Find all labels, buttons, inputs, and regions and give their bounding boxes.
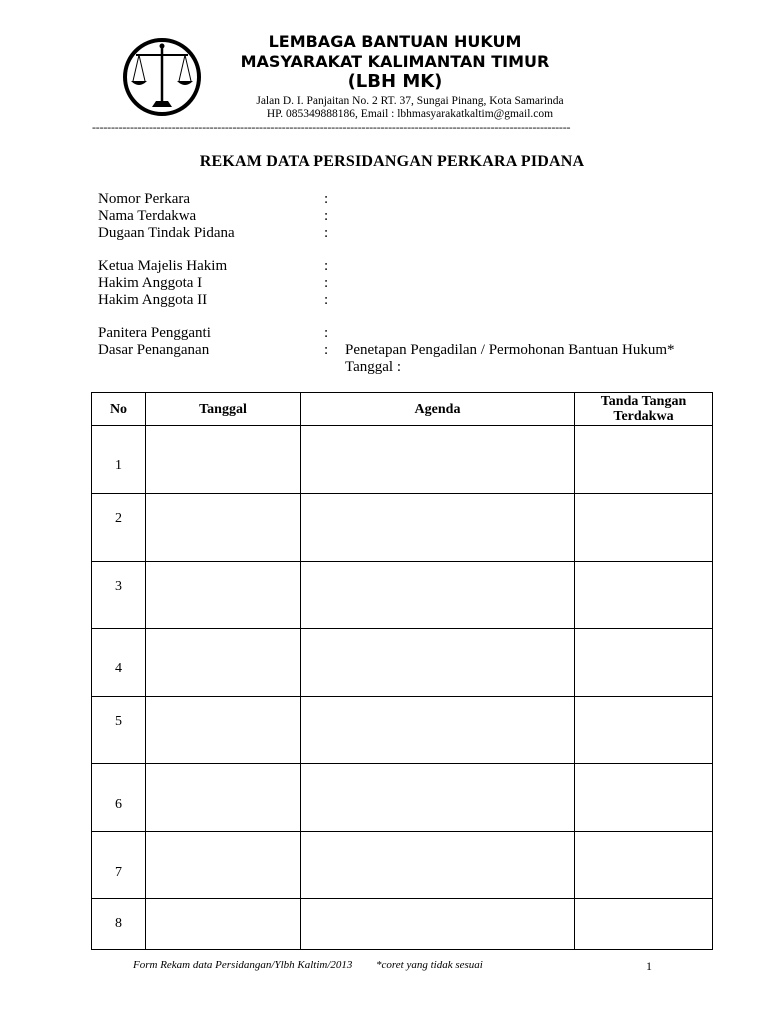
row-number: 4 [92, 629, 146, 697]
field-label: Dasar Penanganan [98, 342, 210, 358]
cell-tanggal[interactable] [146, 562, 301, 629]
cell-signature[interactable] [575, 764, 713, 832]
row-number: 8 [92, 899, 146, 950]
footer-form-reference: Form Rekam data Persidangan/Ylbh Kaltim/2013 [133, 959, 353, 971]
org-name-line2: MASYARAKAT KALIMANTAN TIMUR [240, 52, 550, 71]
field-colon: : [324, 225, 329, 241]
cell-agenda[interactable] [301, 832, 575, 899]
header-separator: ------------------------------------------------------------------------------------------------------------------------------ [92, 120, 571, 134]
org-address: Jalan D. I. Panjaitan No. 2 RT. 37, Sungai Pinang, Kota Samarinda [256, 95, 564, 107]
table-row [92, 629, 713, 697]
footer-note: *coret yang tidak sesuai [376, 959, 483, 971]
cell-signature[interactable] [575, 697, 713, 764]
field-colon: : [324, 258, 329, 274]
cell-tanggal[interactable] [146, 697, 301, 764]
hearing-record-table [91, 392, 713, 950]
table-row [92, 697, 713, 764]
cell-tanggal[interactable] [146, 832, 301, 899]
header-no: No [92, 393, 146, 426]
field-label: Hakim Anggota I [98, 275, 203, 291]
cell-agenda[interactable] [301, 494, 575, 562]
cell-tanggal[interactable] [146, 494, 301, 562]
page-number: 1 [646, 959, 652, 973]
field-colon: : [324, 191, 329, 207]
table-row [92, 899, 713, 950]
field-colon: : [324, 275, 329, 291]
header-agenda: Agenda [301, 393, 575, 426]
field-label: Nama Terdakwa [98, 208, 197, 224]
document-title: REKAM DATA PERSIDANGAN PERKARA PIDANA [199, 153, 585, 170]
row-number: 6 [92, 764, 146, 832]
field-label: Hakim Anggota II [98, 292, 208, 308]
cell-tanggal[interactable] [146, 426, 301, 494]
field-value: Tanggal : [345, 359, 402, 375]
cell-agenda[interactable] [301, 426, 575, 494]
cell-tanggal[interactable] [146, 629, 301, 697]
field-label: Dugaan Tindak Pidana [98, 225, 235, 241]
field-colon: : [324, 342, 329, 358]
cell-signature[interactable] [575, 832, 713, 899]
row-number: 1 [92, 426, 146, 494]
table-header-row [92, 393, 713, 426]
org-abbreviation: (LBH MK) [347, 71, 443, 92]
field-label: Nomor Perkara [98, 191, 191, 207]
cell-agenda[interactable] [301, 899, 575, 950]
cell-signature[interactable] [575, 494, 713, 562]
field-colon: : [324, 292, 329, 308]
field-value: Penetapan Pengadilan / Permohonan Bantuan Hukum* [345, 342, 675, 358]
org-contact: HP. 085349888186, Email : lbhmasyarakatkaltim@gmail.com [266, 108, 554, 120]
cell-agenda[interactable] [301, 697, 575, 764]
field-label: Ketua Majelis Hakim [98, 258, 228, 274]
cell-signature[interactable] [575, 426, 713, 494]
cell-tanggal[interactable] [146, 899, 301, 950]
scales-of-justice-logo [122, 37, 202, 117]
table-row [92, 832, 713, 899]
table-row [92, 764, 713, 832]
cell-signature[interactable] [575, 562, 713, 629]
table-row [92, 562, 713, 629]
row-number: 5 [92, 697, 146, 764]
row-number: 3 [92, 562, 146, 629]
header-tanda-tangan: Tanda Tangan Terdakwa [575, 393, 713, 426]
field-label: Panitera Pengganti [98, 325, 211, 341]
org-name-line1: LEMBAGA BANTUAN HUKUM [268, 32, 522, 51]
cell-signature[interactable] [575, 629, 713, 697]
header-tanggal: Tanggal [146, 393, 301, 426]
field-colon: : [324, 325, 329, 341]
field-colon: : [324, 208, 329, 224]
cell-signature[interactable] [575, 899, 713, 950]
cell-agenda[interactable] [301, 629, 575, 697]
row-number: 2 [92, 494, 146, 562]
cell-agenda[interactable] [301, 562, 575, 629]
cell-agenda[interactable] [301, 764, 575, 832]
table-row [92, 494, 713, 562]
cell-tanggal[interactable] [146, 764, 301, 832]
table-row [92, 426, 713, 494]
row-number: 7 [92, 832, 146, 899]
